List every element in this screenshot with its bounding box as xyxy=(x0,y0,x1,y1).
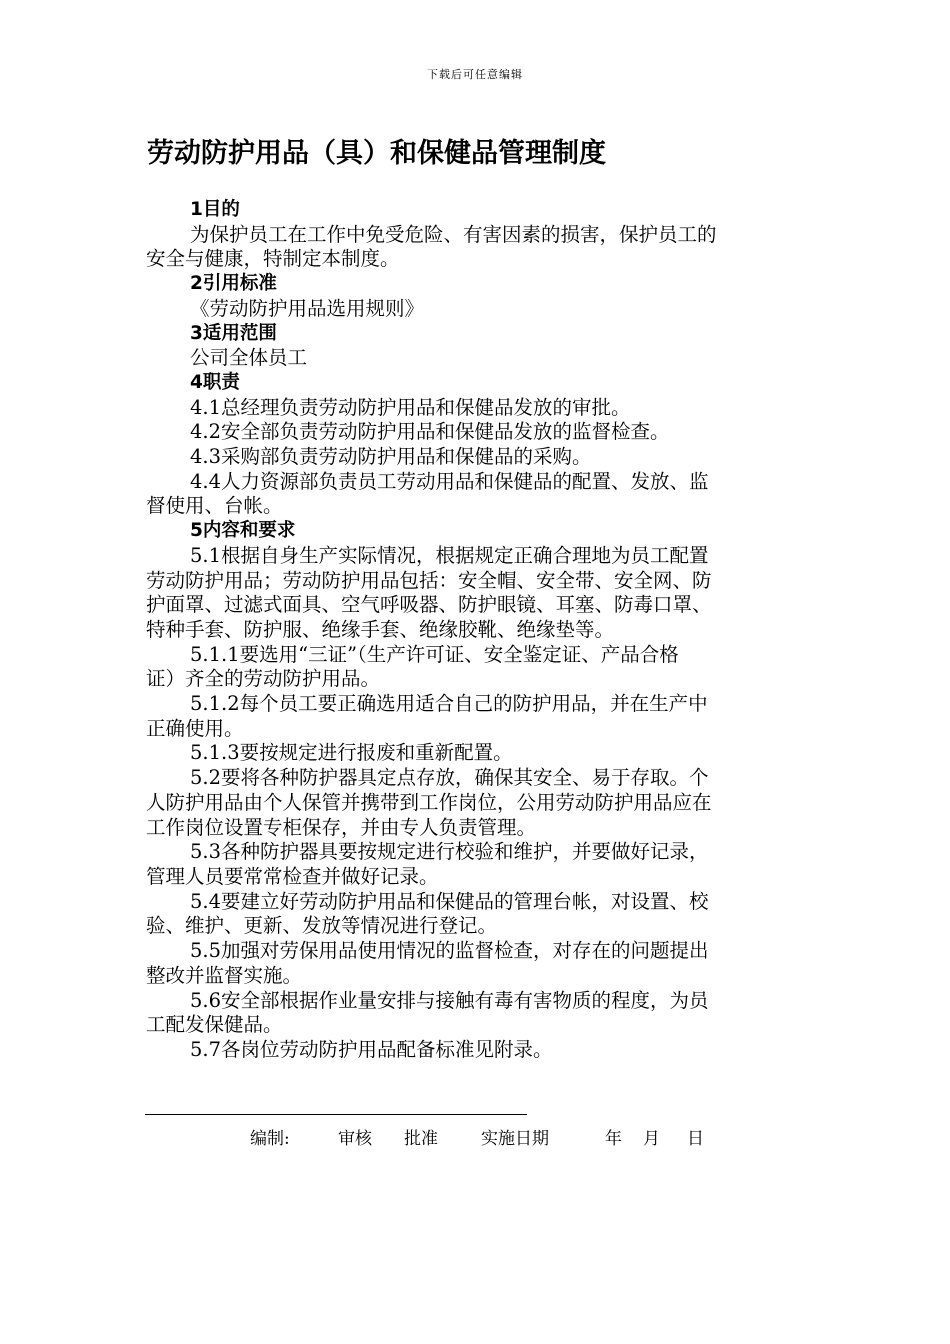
body-text-line: 工作岗位设置专柜保存，并由专人负责管理。 xyxy=(146,815,537,839)
section-heading: 5内容和要求 xyxy=(190,520,296,542)
body-text-line: 5.2要将各种防护器具定点存放，确保其安全、易于存取。个 xyxy=(190,766,709,790)
body-text-line: 5.7各岗位劳动防护用品配备标准见附录。 xyxy=(190,1037,553,1061)
section-heading: 1目的 xyxy=(190,199,240,220)
body-text-line: 4.4人力资源部负责员工劳动用品和保健品的配置、发放、监 xyxy=(190,469,709,493)
header-note: 下载后可任意编辑 xyxy=(427,68,523,81)
body-text-line: 4.3采购部负责劳动防护用品和保健品的采购。 xyxy=(190,445,592,469)
body-text-line: 验、维护、更新、发放等情况进行登记。 xyxy=(146,914,498,938)
footer-approve-label: 批准 xyxy=(404,1129,438,1149)
body-text-line: 5.3各种防护器具要按规定进行校验和维护，并要做好记录， xyxy=(190,840,709,864)
footer-date-label: 实施日期 xyxy=(481,1129,549,1149)
body-text-line: 5.4要建立好劳动防护用品和保健品的管理台帐，对设置、校 xyxy=(190,889,709,913)
footer-day-label: 日 xyxy=(687,1129,704,1149)
body-text-line: 5.5加强对劳保用品使用情况的监督检查，对存在的问题提出 xyxy=(190,939,709,963)
signature-divider xyxy=(145,1114,527,1115)
section-heading: 2引用标准 xyxy=(190,273,277,295)
body-text-line: 特种手套、防护服、绝缘手套、绝缘胶靴、绝缘垫等。 xyxy=(146,617,615,641)
body-text-line: 5.1.3要按规定进行报废和重新配置。 xyxy=(190,741,513,765)
body-text-line: 督使用、台帐。 xyxy=(146,494,283,518)
body-text-line: 证）齐全的劳动防护用品。 xyxy=(146,667,381,691)
body-text-line: 护面罩、过滤式面具、空气呼吸器、防护眼镜、耳塞、防毒口罩、 xyxy=(146,593,712,617)
body-text-line: 5.1根据自身生产实际情况，根据规定正确合理地为员工配置 xyxy=(190,543,709,567)
body-text-line: 4.1总经理负责劳动防护用品和保健品发放的审批。 xyxy=(190,395,631,419)
body-text-line: 正确使用。 xyxy=(146,716,244,740)
body-text-line: 工配发保健品。 xyxy=(146,1013,283,1037)
body-text-line: 5.1.1要选用“三证”（生产许可证、安全鉴定证、产品合格 xyxy=(190,642,679,666)
footer-compile-label: 编制: xyxy=(250,1129,290,1149)
signature-footer xyxy=(250,1124,704,1149)
body-text-line: 劳动防护用品；劳动防护用品包括：安全帽、安全带、安全网、防 xyxy=(146,568,712,592)
body-text-line: 整改并监督实施。 xyxy=(146,963,303,987)
section-heading: 3适用范围 xyxy=(190,322,277,344)
body-text-line: 人防护用品由个人保管并携带到工作岗位，公用劳动防护用品应在 xyxy=(146,790,712,814)
footer-month-label: 月 xyxy=(643,1129,660,1149)
document-title: 劳动防护用品（具）和保健品管理制度 xyxy=(147,138,606,169)
body-text-line: 5.6安全部根据作业量安排与接触有毒有害物质的程度，为员 xyxy=(190,988,709,1012)
body-text-line: 安全与健康，特制定本制度。 xyxy=(146,247,400,271)
body-text-line: 为保护员工在工作中免受危险、有害因素的损害，保护员工的 xyxy=(190,222,717,246)
document-body xyxy=(146,198,806,1063)
body-text-line: 《劳动防护用品选用规则》 xyxy=(190,296,425,320)
body-text-line: 4.2安全部负责劳动防护用品和保健品发放的监督检查。 xyxy=(190,420,670,444)
footer-year-label: 年 xyxy=(605,1129,622,1149)
body-text-line: 公司全体员工 xyxy=(190,346,308,370)
section-heading: 4职责 xyxy=(190,371,240,393)
body-text-line: 管理人员要常常检查并做好记录。 xyxy=(146,864,439,888)
footer-review-label: 审核 xyxy=(338,1129,372,1149)
body-text-line: 5.1.2每个员工要正确选用适合自己的防护用品，并在生产中 xyxy=(190,692,708,716)
